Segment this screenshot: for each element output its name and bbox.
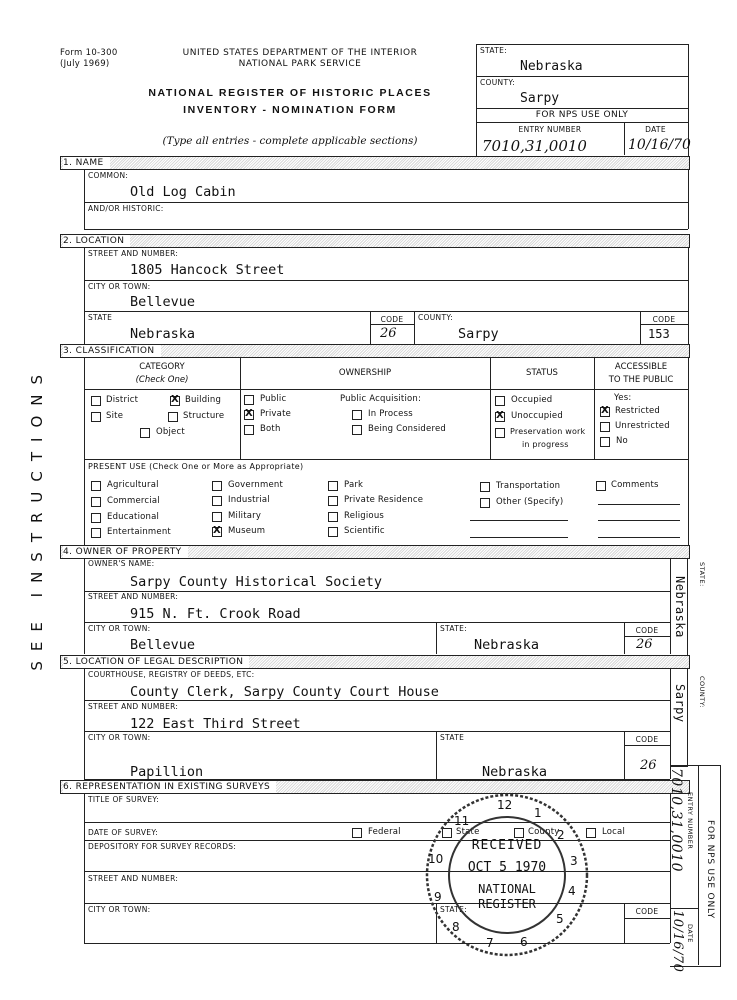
location-county-label: COUNTY:: [418, 313, 454, 322]
federal-label: Federal: [368, 827, 401, 837]
accessible-header-1: ACCESSIBLE: [614, 362, 668, 372]
comments-checkbox[interactable]: [596, 481, 606, 491]
section-surveys-title: 6. REPRESENTATION IN EXISTING SURVEYS: [63, 781, 276, 793]
section-name-header: [60, 156, 690, 170]
industrial-checkbox[interactable]: [212, 496, 222, 506]
date-label: DATE: [645, 125, 666, 134]
private-residence-label: Private Residence: [344, 495, 424, 505]
building-checkbox[interactable]: [170, 396, 180, 406]
owner-street-label: STREET AND NUMBER:: [88, 592, 179, 601]
preservation-checkbox[interactable]: [495, 428, 505, 438]
entry-number-label: ENTRY NUMBER: [518, 125, 582, 134]
museum-checkbox[interactable]: [212, 527, 222, 537]
owner-name-label: OWNER'S NAME:: [88, 559, 155, 568]
stamp-dial-11: 11: [454, 814, 470, 828]
location-city: Bellevue: [130, 294, 196, 310]
owner-name: Sarpy County Historical Society: [130, 574, 382, 590]
legal-city: Papillion: [130, 764, 204, 780]
public-checkbox[interactable]: [244, 395, 254, 405]
ownership-header: OWNERSHIP: [338, 368, 392, 378]
depository-label: DEPOSITORY FOR SURVEY RECORDS:: [88, 842, 237, 851]
status-header: STATUS: [526, 368, 558, 378]
owner-street: 915 N. Ft. Crook Road: [130, 606, 301, 622]
military-checkbox[interactable]: [212, 512, 222, 522]
owner-state-label: STATE:: [440, 624, 467, 633]
courthouse: County Clerk, Sarpy County Court House: [130, 684, 439, 700]
survey-state-label: STATE:: [440, 905, 467, 914]
category-header: CATEGORY: [139, 362, 185, 372]
occupied-label: Occupied: [511, 395, 553, 405]
entertainment-label: Entertainment: [107, 527, 171, 537]
agricultural-checkbox[interactable]: [91, 481, 101, 491]
form-title: NATIONAL REGISTER OF HISTORIC PLACES: [148, 87, 432, 99]
federal-checkbox[interactable]: [352, 828, 362, 838]
owner-city: Bellevue: [130, 637, 196, 653]
stamp-dial-4: 4: [568, 884, 576, 898]
location-code: 26: [380, 326, 397, 341]
accessible-header-2: TO THE PUBLIC: [608, 375, 674, 385]
military-label: Military: [228, 511, 262, 521]
stamp-dial-8: 8: [452, 920, 460, 934]
district-label: District: [106, 395, 139, 405]
scientific-checkbox[interactable]: [328, 527, 338, 537]
location-street-label: STREET AND NUMBER:: [88, 249, 179, 258]
side-county-label: COUNTY:: [698, 676, 706, 709]
side-county: Sarpy: [673, 684, 687, 723]
industrial-label: Industrial: [228, 495, 270, 505]
owner-code: 26: [636, 637, 653, 652]
side-entry: 7010,31,0010: [668, 768, 684, 872]
entertainment-checkbox[interactable]: [91, 528, 101, 538]
nps-state: Nebraska: [520, 59, 583, 74]
section-location-title: 2. LOCATION: [63, 235, 130, 247]
stamp-dial-1: 1: [534, 806, 542, 820]
see-instructions: SEE INSTRUCTIONS: [28, 365, 46, 671]
stamp-date: OCT 5 1970: [467, 860, 547, 875]
site-label: Site: [106, 411, 124, 421]
survey-title-label: TITLE OF SURVEY:: [88, 795, 160, 804]
side-state-label: STATE:: [698, 562, 706, 587]
location-county: Sarpy: [458, 326, 499, 342]
section-owner-header: [60, 545, 690, 559]
commercial-checkbox[interactable]: [91, 497, 101, 507]
unoccupied-label: Unoccupied: [511, 411, 563, 421]
legal-code: 26: [640, 758, 657, 773]
county-survey-label: County: [528, 827, 560, 837]
public-acquisition-label: Public Acquisition:: [340, 394, 422, 404]
location-state: Nebraska: [130, 326, 196, 342]
in-process-label: In Process: [368, 409, 413, 419]
object-label: Object: [156, 427, 185, 437]
instructions: (Type all entries - complete applicable sections): [162, 135, 418, 147]
legal-street: 122 East Third Street: [130, 716, 301, 732]
stamp-dial-10: 10: [428, 852, 444, 866]
other-label: Other (Specify): [496, 497, 564, 507]
department: UNITED STATES DEPARTMENT OF THE INTERIOR: [182, 48, 418, 58]
transportation-checkbox[interactable]: [480, 482, 490, 492]
legal-street-label: STREET AND NUMBER:: [88, 702, 179, 711]
form-subtitle: INVENTORY - NOMINATION FORM: [183, 104, 397, 116]
accessible-no-checkbox[interactable]: [600, 437, 610, 447]
stamp-ring-icon: [422, 790, 592, 960]
section-name-title: 1. NAME: [63, 157, 110, 169]
government-label: Government: [228, 480, 284, 490]
stamp-national: NATIONAL: [478, 882, 536, 896]
building-label: Building: [185, 395, 222, 405]
survey-street-label: STREET AND NUMBER:: [88, 874, 179, 883]
location-street: 1805 Hancock Street: [130, 262, 285, 278]
agricultural-label: Agricultural: [107, 480, 159, 490]
accessible-no-label: No: [616, 436, 628, 446]
common-name: Old Log Cabin: [130, 184, 236, 200]
entry-date: 10/16/70: [628, 137, 691, 153]
restricted-checkbox[interactable]: [600, 407, 610, 417]
park-checkbox[interactable]: [328, 481, 338, 491]
service: NATIONAL PARK SERVICE: [238, 59, 362, 69]
common-label: COMMON:: [88, 171, 129, 180]
museum-label: Museum: [228, 526, 266, 536]
owner-city-label: CITY OR TOWN:: [88, 624, 151, 633]
accessible-yes-label: Yes:: [614, 393, 632, 403]
private-label: Private: [260, 409, 292, 419]
present-use-label: PRESENT USE (Check One or More as Appropriate): [88, 462, 304, 471]
object-checkbox[interactable]: [140, 428, 150, 438]
both-checkbox[interactable]: [244, 425, 254, 435]
nps-state-label: STATE:: [480, 46, 507, 55]
site-checkbox[interactable]: [91, 412, 101, 422]
nps-county-label: COUNTY:: [480, 78, 516, 87]
being-considered-label: Being Considered: [368, 424, 446, 434]
survey-city-label: CITY OR TOWN:: [88, 905, 151, 914]
nps-use-only: FOR NPS USE ONLY: [535, 110, 629, 120]
stamp-received: RECEIVED: [471, 838, 543, 853]
side-date-label: DATE: [686, 924, 694, 943]
commercial-label: Commercial: [107, 496, 160, 506]
stamp-dial-5: 5: [556, 912, 564, 926]
in-process-checkbox[interactable]: [352, 410, 362, 420]
location-city-label: CITY OR TOWN:: [88, 282, 151, 291]
section-classification-title: 3. CLASSIFICATION: [63, 345, 161, 357]
owner-state: Nebraska: [474, 637, 540, 653]
section-owner-title: 4. OWNER OF PROPERTY: [63, 546, 188, 558]
survey-code-label: CODE: [635, 907, 659, 916]
public-label: Public: [260, 394, 287, 404]
local-label: Local: [602, 827, 626, 837]
legal-city-label: CITY OR TOWN:: [88, 733, 151, 742]
park-label: Park: [344, 480, 364, 490]
preservation-label-1: Preservation work: [510, 427, 586, 436]
form-date: (July 1969): [60, 59, 110, 69]
location-state-label: STATE: [88, 313, 113, 322]
legal-state: Nebraska: [482, 764, 548, 780]
location-code-label: CODE: [380, 315, 404, 324]
state-survey-label: State: [456, 827, 480, 837]
preservation-label-2: in progress: [522, 440, 569, 449]
section-location-header: [60, 234, 690, 248]
stamp-dial-7: 7: [486, 936, 494, 950]
nps-county: Sarpy: [520, 91, 560, 106]
religious-label: Religious: [344, 511, 385, 521]
government-checkbox[interactable]: [212, 481, 222, 491]
stamp-dial-6: 6: [520, 935, 528, 949]
religious-checkbox[interactable]: [328, 512, 338, 522]
owner-code-label: CODE: [635, 626, 659, 635]
educational-label: Educational: [107, 512, 160, 522]
comments-label: Comments: [611, 480, 659, 490]
structure-checkbox[interactable]: [168, 412, 178, 422]
stamp-register: REGISTER: [478, 897, 536, 911]
side-date: 10/16/70: [670, 910, 685, 973]
historic-label: AND/OR HISTORIC:: [88, 204, 164, 213]
section-classification-header: [60, 344, 690, 358]
occupied-checkbox[interactable]: [495, 396, 505, 406]
unoccupied-checkbox[interactable]: [495, 412, 505, 422]
section-legal-header: [60, 655, 690, 669]
section-surveys-header: [60, 780, 690, 794]
scientific-label: Scientific: [344, 526, 385, 536]
entry-number: 7010,31,0010: [482, 137, 587, 155]
side-state: Nebraska: [673, 576, 687, 638]
stamp-dial-2: 2: [557, 828, 565, 842]
both-label: Both: [260, 424, 281, 434]
private-checkbox[interactable]: [244, 410, 254, 420]
stamp-dial-9: 9: [434, 890, 442, 904]
educational-checkbox[interactable]: [91, 513, 101, 523]
courthouse-label: COURTHOUSE, REGISTRY OF DEEDS, ETC:: [88, 670, 255, 679]
district-checkbox[interactable]: [91, 396, 101, 406]
stamp-dial-3: 3: [570, 854, 578, 868]
legal-state-label: STATE: [440, 733, 465, 742]
private-residence-checkbox[interactable]: [328, 496, 338, 506]
legal-code-label: CODE: [635, 735, 659, 744]
county-code: 153: [648, 327, 670, 341]
side-nps-use-only: FOR NPS USE ONLY: [705, 820, 715, 919]
county-code-label: CODE: [652, 315, 676, 324]
form-number: Form 10-300: [60, 48, 118, 58]
being-considered-checkbox[interactable]: [352, 425, 362, 435]
structure-label: Structure: [183, 411, 225, 421]
side-entry-label: ENTRY NUMBER: [686, 792, 694, 850]
unrestricted-label: Unrestricted: [615, 421, 670, 431]
unrestricted-checkbox[interactable]: [600, 422, 610, 432]
section-legal-title: 5. LOCATION OF LEGAL DESCRIPTION: [63, 656, 249, 668]
other-checkbox[interactable]: [480, 498, 490, 508]
survey-date-label: DATE OF SURVEY:: [88, 828, 159, 837]
restricted-label: Restricted: [615, 406, 661, 416]
transportation-label: Transportation: [496, 481, 561, 491]
received-stamp: [422, 790, 592, 960]
check-one: (Check One): [135, 375, 189, 385]
stamp-dial-12: 12: [497, 798, 513, 812]
